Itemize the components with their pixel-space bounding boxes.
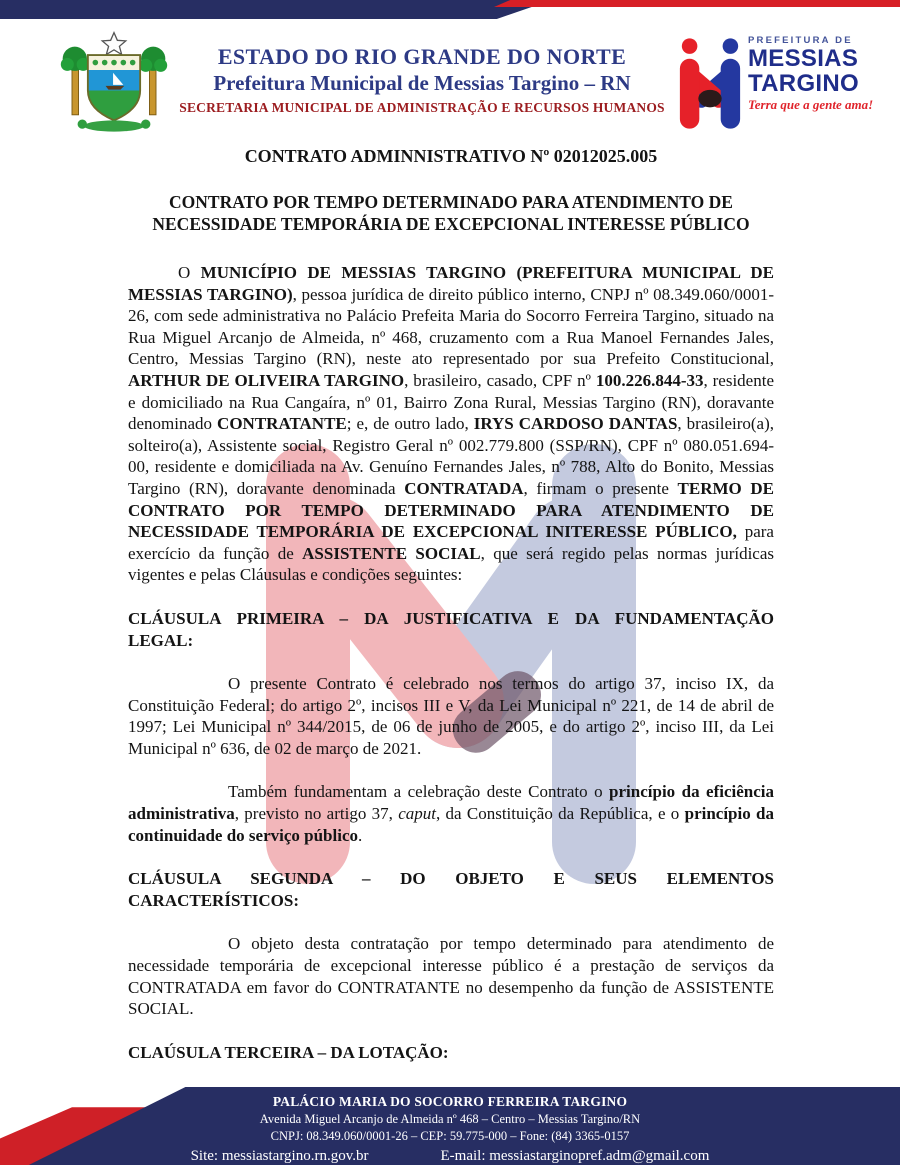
logo-slogan: Terra que a gente ama! (748, 97, 874, 112)
footer-text (0, 1094, 900, 1165)
document-body (128, 146, 774, 1085)
footer-site: Site: messiastargino.rn.gov.br (190, 1148, 369, 1164)
clause-heading: CLÁUSULA SEGUNDA – DO OBJETO E SEUS ELEMENTOS CARACTERÍSTICOS: (128, 869, 774, 910)
footer (0, 1087, 900, 1165)
secretariat-name: SECRETARIA MUNICIPAL DE ADMINISTRAÇÃO E RECURSOS HUMANOS (179, 100, 665, 115)
footer-address: Avenida Miguel Arcanjo de Almeida nº 468 – Centro – Messias Targino/RN (259, 1112, 641, 1126)
municipality-name: Prefeitura Municipal de Messias Targino – RN (213, 71, 631, 95)
contract-paragraph: O MUNICÍPIO DE MESSIAS TARGINO (PREFEITURA MUNICIPAL DE MESSIAS TARGINO), pessoa jurídica de direito público interno, CNPJ nº 08.349.060/0001-26, com sede administrativa no Palácio Prefeita Maria do Socorro Ferreira Targino, situado na Rua Miguel Arcanjo de Almeida, nº 468, cruzamento com a Rua Manoel Fernandes Jales, Centro, Messias Targino (RN), neste ato representado por sua Prefeito Constitucional, ARTHUR DE OLIVEIRA TARGINO, brasileiro, casado, CPF nº 100.226.844-33, residente e domiciliado na Rua Cangaíra, nº 01, Bairro Zona Rural, Messias Targino (RN), doravante denominado CONTRATANTE; e, de outro lado, IRYS CARDOSO DANTAS, brasileiro(a), solteiro(a), Assistente social, Registro Geral nº 002.779.800 (SSP/RN), CPF nº 080.051.694-00, residente e domiciliada na Av. Genuíno Fernandes Jales, nº 788, Alto do Bonito, Messias Targino (RN), doravante denominada CONTRATADA, firmam o presente TERMO DE CONTRATO POR TEMPO DETERMINADO PARA ATENDIMENTO DE NECESSIDADE TEMPORÁRIA DE EXCEPCIONAL INITERESSE PÚBLICO, para exercício da função de ASSISTENTE SOCIAL, que será regido pelas normas jurídicas vigentes e pelas Cláusulas e condições seguintes: (128, 263, 775, 585)
contract-paragraph: Também fundamentam a celebração deste Contrato o princípio da eficiência administrativa, previsto no artigo 37, caput, da Constituição da República, e o princípio da continuidade do serviço público. (128, 782, 775, 845)
contract-paragraph: O presente Contrato é celebrado nos termos do artigo 37, inciso IX, da Constituição Federal; do artigo 2º, incisos III e V, da Lei Municipal nº 221, de 14 de abril de 1997; Lei Municipal nº 344/2015, de 06 de junho de 2005, e do artigo 2º, inciso III, da Lei Municipal nº 636, de 02 de março de 2021. (128, 674, 774, 758)
logo-name-line1: MESSIAS (748, 45, 859, 72)
top-navy-bar (0, 0, 552, 19)
letterhead-text (168, 44, 676, 116)
footer-contact-line (0, 1148, 900, 1165)
logo-m-icon (676, 37, 744, 131)
logo-top-line: PREFEITURA DE (748, 35, 853, 46)
document-blocks (128, 262, 774, 1063)
logo-name-line2: TARGINO (748, 70, 859, 97)
logo-text (748, 35, 894, 113)
top-red-bar (494, 0, 900, 7)
contract-paragraph: O objeto desta contratação por tempo determinado para atendimento de necessidade temporária de excepcional interesse público é a prestação de serviços da CONTRATADA em favor do CONTRATANTE no desempenho da função de ASSISTENTE SOCIAL. (128, 934, 774, 1019)
clause-heading: CLÁUSULA PRIMEIRA – DA JUSTIFICATIVA E DA FUNDAMENTAÇÃO LEGAL: (128, 608, 774, 650)
clause-heading: CLAÚSULA TERCEIRA – DA LOTAÇÃO: (128, 1042, 449, 1062)
coat-of-arms-icon (58, 30, 170, 138)
state-name: ESTADO DO RIO GRANDE DO NORTE (217, 44, 627, 69)
contract-title: CONTRATO ADMINNISTRATIVO Nº 02012025.005 (244, 146, 658, 166)
footer-cnpj-line: CNPJ: 08.349.060/0001-26 – CEP: 59.775-000 – Fone: (84) 3365-0157 (270, 1129, 630, 1143)
footer-email: E-mail: messiastarginopref.adm@gmail.com (440, 1148, 710, 1164)
contract-subtitle: CONTRATO POR TEMPO DETERMINADO PARA ATENDIMENTO DE NECESSIDADE TEMPORÁRIA DE EXCEPCIONAL INTERESSE PÚBLICO (152, 192, 750, 234)
footer-palace-name: PALÁCIO MARIA DO SOCORRO FERREIRA TARGINO (272, 1094, 628, 1109)
prefeitura-logo (676, 33, 894, 135)
